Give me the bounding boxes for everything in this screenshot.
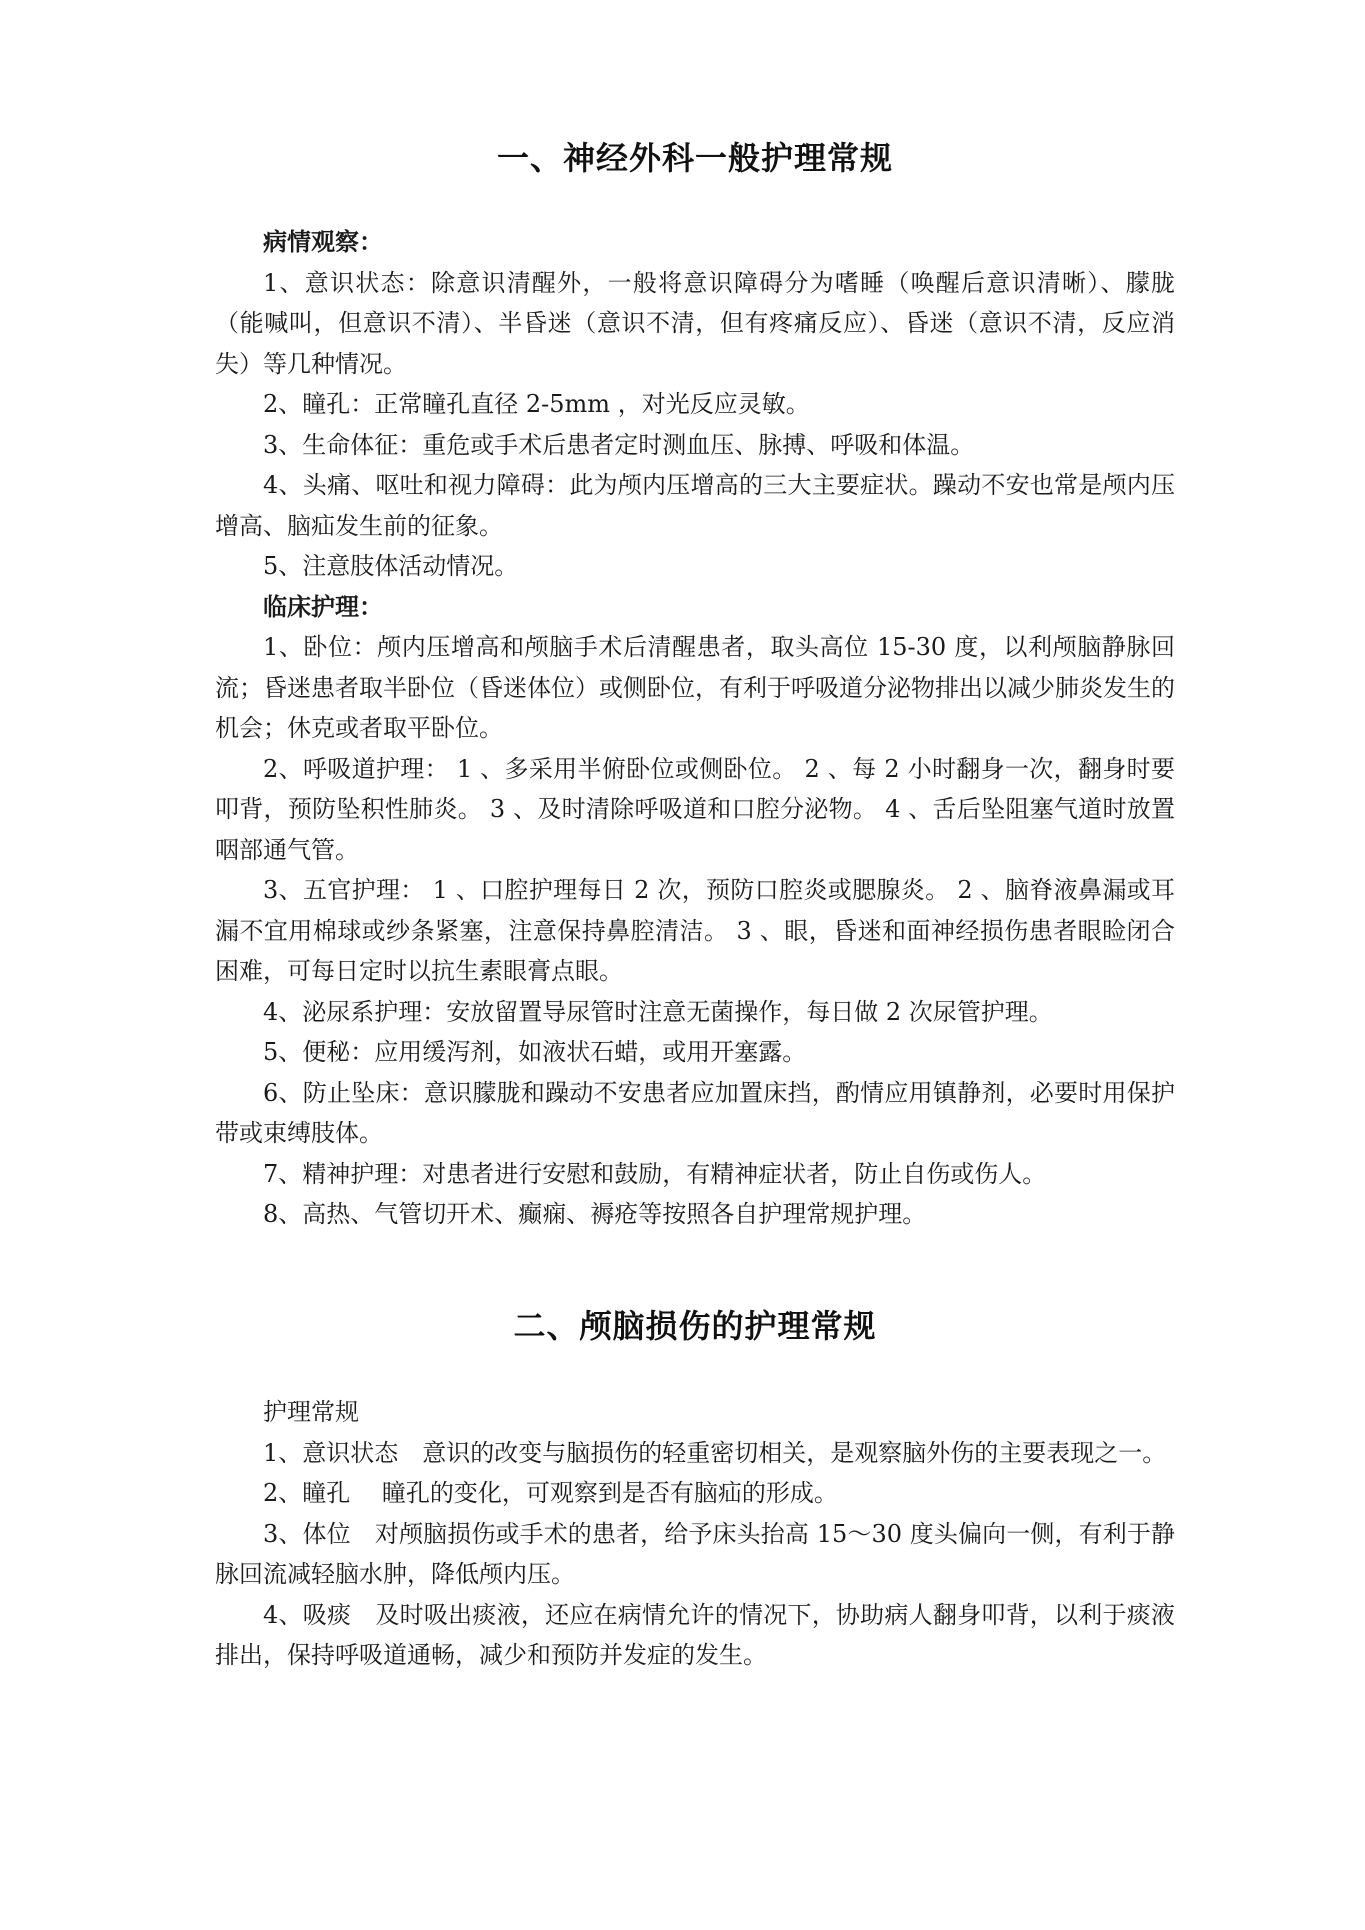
clinical-item-7: 7、精神护理：对患者进行安慰和鼓励，有精神症状者，防止自伤或伤人。 [263, 1159, 1047, 1188]
clinical-item-4: 4、泌尿系护理：安放留置导尿管时注意无菌操作，每日做 2 次尿管护理。 [263, 997, 1053, 1026]
section-1-title: 一、神经外科一般护理常规 [496, 139, 893, 177]
observation-item-5: 5、注意肢体活动情况。 [263, 552, 519, 580]
observation-item-4: 4、头痛、呕吐和视力障碍：此为颅内压增高的三大主要症状。躁动不安也常是颅内压增高、脑疝发生前的征象。 [215, 471, 1175, 540]
clinical-heading: 临床护理： [263, 592, 383, 621]
care-item-2: 2、瞳孔 瞳孔的变化，可观察到是否有脑疝的形成。 [263, 1479, 838, 1507]
care-heading: 护理常规 [263, 1398, 359, 1426]
observation-heading: 病情观察： [263, 228, 383, 256]
observation-item-3: 3、生命体征：重危或手术后患者定时测血压、脉搏、呼吸和体温。 [263, 430, 975, 459]
care-item-1: 1、意识状态 意识的改变与脑损伤的轻重密切相关，是观察脑外伤的主要表现之一。 [263, 1438, 1167, 1467]
clinical-item-5: 5、便秘：应用缓泻剂，如液状石蜡，或用开塞露。 [263, 1038, 807, 1066]
clinical-item-1: 1、卧位：颅内压增高和颅脑手术后清醒患者，取头高位 15-30 度，以利颅脑静脉回流；昏迷患者取半卧位（昏迷体位）或侧卧位，有利于呼吸道分泌物排出以减少肺炎发生的机会；休克或者取平卧位。 [215, 633, 1175, 742]
section-2-title: 二、颅脑损伤的护理常规 [513, 1307, 877, 1345]
section-1-body [215, 222, 1175, 1235]
care-item-3: 3、体位 对颅脑损伤或手术的患者，给予床头抬高 15～30 度头偏向一侧，有利于静脉回流减轻脑水肿，降低颅内压。 [215, 1519, 1175, 1588]
observation-item-2: 2、瞳孔：正常瞳孔直径 2-5mm ，对光反应灵敏。 [263, 390, 810, 418]
clinical-item-6: 6、防止坠床：意识朦胧和躁动不安患者应加置床挡，酌情应用镇静剂，必要时用保护带或束缚肢体。 [215, 1078, 1175, 1147]
clinical-item-8: 8、高热、气管切开术、癫痫、褥疮等按照各自护理常规护理。 [263, 1200, 927, 1228]
clinical-item-2: 2、呼吸道护理： 1 、多采用半俯卧位或侧卧位。 2 、每 2 小时翻身一次，翻身时要叩背，预防坠积性肺炎。 3 、及时清除呼吸道和口腔分泌物。 4 、舌后坠阻塞气道时放置咽部通气管。 [215, 754, 1175, 864]
observation-item-1: 1、意识状态：除意识清醒外，一般将意识障碍分为嗜睡（唤醒后意识清晰）、朦胧（能喊叫，但意识不清）、半昏迷（意识不清，但有疼痛反应）、昏迷（意识不清，反应消失）等几种情况。 [215, 268, 1175, 378]
clinical-item-3: 3、五官护理： 1 、口腔护理每日 2 次，预防口腔炎或腮腺炎。 2 、脑脊液鼻漏或耳漏不宜用棉球或纱条紧塞，注意保持鼻腔清洁。 3 、眼，昏迷和面神经损伤患者眼睑闭合困难，可每日定时以抗生素眼膏点眼。 [215, 876, 1175, 985]
section-2-body [215, 1392, 1175, 1676]
care-item-4: 4、吸痰 及时吸出痰液，还应在病情允许的情况下，协助病人翻身叩背，以利于痰液排出，保持呼吸道通畅，减少和预防并发症的发生。 [215, 1600, 1175, 1669]
